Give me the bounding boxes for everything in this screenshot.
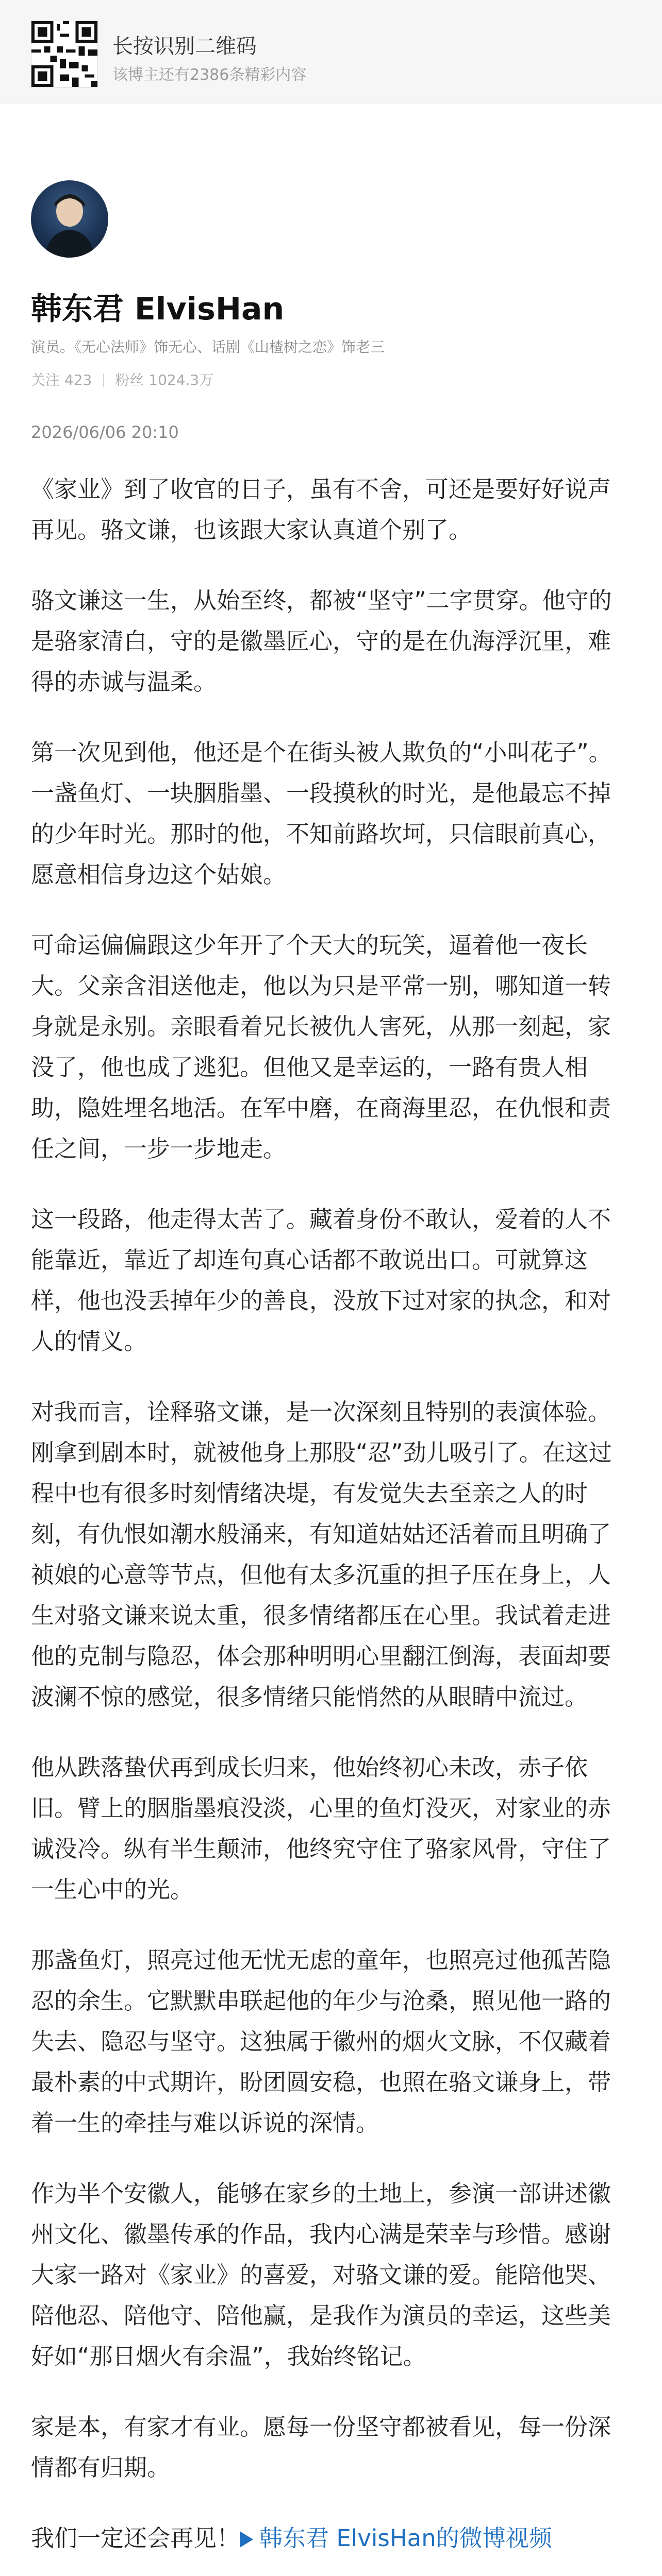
paragraph: 他从跌落蛰伏再到成长归来，他始终初心未改，赤子依旧。臂上的胭脂墨痕没淡，心里的鱼灯没灭，对家业的赤诚没冷。纵有半生颠沛，他终究守住了骆家风骨，守住了一生心中的光。 <box>31 1754 611 1903</box>
banner-subtitle: 该博主还有2386条精彩内容 <box>112 66 307 84</box>
stats-divider <box>103 374 104 387</box>
paragraph: 骆文谦这一生，从始至终，都被“坚守”二字贯穿。他守的是骆家清白，守的是徽墨匠心，守的是在仇海浮沉里，难得的赤诚与温柔。 <box>31 587 612 696</box>
video-link[interactable] <box>240 2524 552 2552</box>
closing-paragraph <box>31 2518 631 2558</box>
paragraph: 《家业》到了收官的日子，虽有不舍，可还是要好好说声再见。骆文谦，也该跟大家认真道个别了。 <box>31 476 611 544</box>
author-name[interactable]: 韩东君 ElvisHan <box>31 291 285 327</box>
paragraph: 对我而言，诠释骆文谦，是一次深刻且特别的表演体验。刚拿到剧本时，就被他身上那股“忍”劲儿吸引了。在这过程中也有很多时刻情绪决堤，有发觉失去至亲之人的时刻，有仇恨如潮水般涌来，有知道姑姑还活着而且明确了祯娘的心意等节点，但他有太多沉重的担子压在身上，人生对骆文谦来说太重，很多情绪都压在心里。我试着走进他的克制与隐忍，体会那种明明心里翻江倒海，表面却要波澜不惊的感觉，很多情绪只能悄然的从眼睛中流过。 <box>31 1398 612 1710</box>
author-bio: 演员。《无心法师》饰无心、话剧《山楂树之恋》饰老三 <box>31 338 385 355</box>
paragraph: 这一段路，他走得太苦了。藏着身份不敢认，爱着的人不能靠近，靠近了却连句真心话都不敢说出口。可就算这样，他也没丢掉年少的善良，没放下过对家的执念，和对人的情义。 <box>31 1206 611 1355</box>
author-stats <box>31 369 213 389</box>
post-body <box>31 469 631 2558</box>
following-count: 关注 423 <box>31 371 92 388</box>
paragraph: 第一次见到他，他还是个在街头被人欺负的“小叫花子”。一盏鱼灯、一块胭脂墨、一段摸秋的时光，是他最忘不掉的少年时光。那时的他，不知前路坎坷，只信眼前真心，愿意相信身边这个姑娘。 <box>31 739 612 888</box>
paragraph: 可命运偏偏跟这少年开了个天大的玩笑，逼着他一夜长大。父亲含泪送他走，他以为只是平常一别，哪知道一转身就是永别。亲眼看着兄长被仇人害死，从那一刻起，家没了，他也成了逃犯。但他又是幸运的，一路有贵人相助，隐姓埋名地活。在军中磨，在商海里忍，在仇恨和责任之间，一步一步地走。 <box>31 931 611 1162</box>
post-timestamp: 2026/06/06 20:10 <box>31 422 179 442</box>
paragraph: 那盏鱼灯，照亮过他无忧无虑的童年，也照亮过他孤苦隐忍的余生。它默默串联起他的年少与沧桑，照见他一路的失去、隐忍与坚守。这独属于徽州的烟火文脉，不仅藏着最朴素的中式期许，盼团圆安稳，也照在骆文谦身上，带着一生的牵挂与难以诉说的深情。 <box>31 1946 611 2137</box>
followers-count: 粉丝 1024.3万 <box>115 371 214 388</box>
banner-title: 长按识别二维码 <box>112 35 257 58</box>
paragraph: 家是本，有家才有业。愿每一份坚守都被看见，每一份深情都有归期。 <box>31 2413 611 2481</box>
video-link-text: 韩东君 ElvisHan的微博视频 <box>259 2524 552 2552</box>
top-qr-banner[interactable] <box>0 0 662 104</box>
closing-text: 我们一定还会再见！ <box>31 2524 240 2552</box>
qr-code-icon <box>31 21 98 88</box>
video-play-icon <box>240 2531 253 2548</box>
author-avatar[interactable] <box>31 180 108 258</box>
paragraph: 作为半个安徽人，能够在家乡的土地上，参演一部讲述徽州文化、徽墨传承的作品，我内心满是荣幸与珍惜。感谢大家一路对《家业》的喜爱，对骆文谦的爱。能陪他哭、陪他忍、陪他守、陪他赢，是我作为演员的幸运，这些美好如“那日烟火有余温”，我始终铭记。 <box>31 2180 611 2370</box>
